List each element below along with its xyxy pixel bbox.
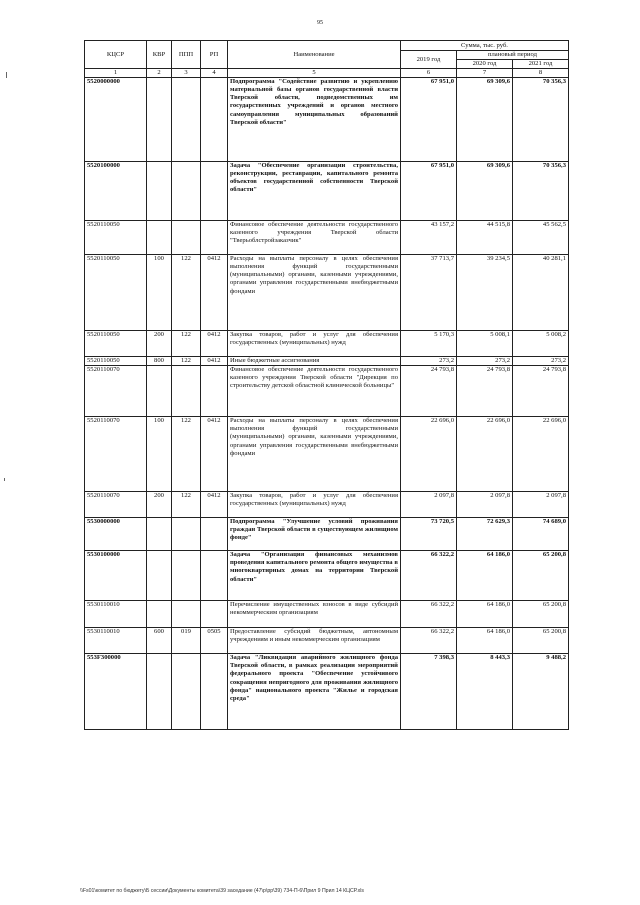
column-number-row [85, 69, 569, 78]
binding-mark-top [6, 72, 7, 78]
row-rp [201, 220, 228, 254]
row-ppp [172, 77, 201, 161]
row-ppp: 019 [172, 627, 201, 653]
budget-table [84, 40, 569, 730]
row-name: Финансовое обеспечение деятельности государственного казенного учреждения Тверской области "Тверьоблстройзаказчик" [228, 220, 401, 254]
row-kvr: 100 [147, 416, 172, 491]
row-code: 5520110070 [85, 491, 147, 517]
row-value-2019: 66 322,2 [401, 550, 457, 600]
column-number: 4 [201, 69, 228, 78]
row-value-2020: 72 629,3 [457, 517, 513, 550]
row-code: 5520110070 [85, 365, 147, 416]
row-rp: 0412 [201, 254, 228, 330]
header-rp: РП [201, 41, 228, 69]
row-value-2021: 70 356,3 [513, 77, 569, 161]
row-kvr: 600 [147, 627, 172, 653]
table-row [85, 416, 569, 491]
row-kvr [147, 653, 172, 729]
row-ppp [172, 365, 201, 416]
row-code: 5520000000 [85, 77, 147, 161]
row-ppp [172, 550, 201, 600]
row-rp [201, 600, 228, 627]
row-kvr [147, 600, 172, 627]
row-value-2021: 40 281,1 [513, 254, 569, 330]
row-code: 5520100000 [85, 161, 147, 220]
row-value-2020: 39 234,5 [457, 254, 513, 330]
row-value-2021: 74 689,0 [513, 517, 569, 550]
row-code: 5530100000 [85, 550, 147, 600]
row-code: 5520110070 [85, 416, 147, 491]
row-value-2019: 67 951,0 [401, 161, 457, 220]
row-ppp [172, 161, 201, 220]
header-planned-period: плановый период [457, 51, 569, 60]
row-value-2021: 65 200,8 [513, 627, 569, 653]
row-kvr [147, 517, 172, 550]
row-code: 5530000000 [85, 517, 147, 550]
row-rp [201, 365, 228, 416]
row-value-2019: 73 720,5 [401, 517, 457, 550]
row-name: Закупка товаров, работ и услуг для обеспечения государственных (муниципальных) нужд [228, 491, 401, 517]
column-number: 1 [85, 69, 147, 78]
row-value-2020: 273,2 [457, 356, 513, 365]
row-value-2021: 2 097,8 [513, 491, 569, 517]
table-row [85, 161, 569, 220]
row-name: Закупка товаров, работ и услуг для обеспечения государственных (муниципальных) нужд [228, 330, 401, 356]
row-kvr [147, 161, 172, 220]
row-ppp [172, 220, 201, 254]
row-value-2020: 44 515,8 [457, 220, 513, 254]
header-code: КЦСР [85, 41, 147, 69]
row-value-2019: 66 322,2 [401, 600, 457, 627]
row-ppp: 122 [172, 254, 201, 330]
header-2020: 2020 год [457, 60, 513, 69]
row-kvr: 800 [147, 356, 172, 365]
row-value-2019: 67 951,0 [401, 77, 457, 161]
row-value-2019: 66 322,2 [401, 627, 457, 653]
binding-mark-middle [4, 478, 5, 481]
column-number: 5 [228, 69, 401, 78]
row-value-2019: 43 157,2 [401, 220, 457, 254]
row-name: Задача "Обеспечение организации строительства, реконструкции, реставрации, капитального ремонта объектов государственной собственности Тверской области" [228, 161, 401, 220]
row-ppp [172, 600, 201, 627]
row-value-2020: 22 696,0 [457, 416, 513, 491]
row-value-2020: 69 309,6 [457, 77, 513, 161]
row-value-2019: 37 713,7 [401, 254, 457, 330]
header-kvr: КВР [147, 41, 172, 69]
row-value-2021: 24 793,8 [513, 365, 569, 416]
row-value-2021: 273,2 [513, 356, 569, 365]
row-value-2020: 8 443,3 [457, 653, 513, 729]
row-value-2020: 64 186,0 [457, 627, 513, 653]
row-rp [201, 653, 228, 729]
row-rp: 0412 [201, 356, 228, 365]
row-ppp: 122 [172, 356, 201, 365]
column-number: 3 [172, 69, 201, 78]
row-value-2020: 5 008,1 [457, 330, 513, 356]
row-ppp: 122 [172, 491, 201, 517]
row-kvr [147, 220, 172, 254]
column-number: 8 [513, 69, 569, 78]
row-rp [201, 517, 228, 550]
row-rp [201, 550, 228, 600]
row-value-2021: 5 008,2 [513, 330, 569, 356]
row-name: Расходы на выплаты персоналу в целях обеспечения выполнения функций государственными (муниципальными) органами, казенными учреждениями, органами управления государственными внебюджетными фондами [228, 416, 401, 491]
row-code: 5520110050 [85, 356, 147, 365]
row-value-2021: 22 696,0 [513, 416, 569, 491]
row-value-2020: 24 793,8 [457, 365, 513, 416]
row-name: Подпрограмма "Улучшение условий проживания граждан Тверской области в существующем жилищном фонде" [228, 517, 401, 550]
row-rp [201, 161, 228, 220]
row-code: 5520110050 [85, 254, 147, 330]
row-code: 5520110050 [85, 330, 147, 356]
row-ppp [172, 653, 201, 729]
header-ppp: ППП [172, 41, 201, 69]
table-row [85, 550, 569, 600]
row-value-2019: 5 170,3 [401, 330, 457, 356]
row-value-2021: 9 488,2 [513, 653, 569, 729]
table-row [85, 220, 569, 254]
row-value-2020: 64 186,0 [457, 600, 513, 627]
row-value-2019: 22 696,0 [401, 416, 457, 491]
table-body [85, 77, 569, 729]
row-name: Подпрограмма "Содействие развитию и укреплению материальной базы органов государственной власти Тверской области, подведомственных им государственных учреждений и органов местного самоуправления муниципальных образований Тверской области" [228, 77, 401, 161]
header-sum: Сумма, тыс. руб. [401, 41, 569, 51]
table-row [85, 330, 569, 356]
column-number: 2 [147, 69, 172, 78]
row-name: Расходы на выплаты персоналу в целях обеспечения выполнения функций государственными (муниципальными) органами, казенными учреждениями, органами управления государственными внебюджетными фондами [228, 254, 401, 330]
column-number: 7 [457, 69, 513, 78]
row-value-2021: 45 562,5 [513, 220, 569, 254]
table-row [85, 365, 569, 416]
row-rp: 0412 [201, 416, 228, 491]
row-rp [201, 77, 228, 161]
row-value-2019: 273,2 [401, 356, 457, 365]
row-code: 5520110050 [85, 220, 147, 254]
table-row [85, 491, 569, 517]
row-name: Задача "Организация финансовых механизмов проведения капитального ремонта общего имущества в многоквартирных домах на территории Тверской области" [228, 550, 401, 600]
row-ppp [172, 517, 201, 550]
row-ppp: 122 [172, 416, 201, 491]
row-kvr [147, 365, 172, 416]
row-name: Задача "Ликвидация аварийного жилищного фонда Тверской области, в рамках реализации мероприятий федерального проекта "Обеспечение устойчивого сокращения непригодного для проживания жилищного фонда" национального проекта "Жилье и городская среда" [228, 653, 401, 729]
table-row [85, 653, 569, 729]
row-code: 553F300000 [85, 653, 147, 729]
row-name: Финансовое обеспечение деятельности государственного казенного учреждения Тверской области "Дирекция по строительству детской областной клинической больницы" [228, 365, 401, 416]
row-value-2021: 65 200,8 [513, 600, 569, 627]
row-value-2019: 2 097,8 [401, 491, 457, 517]
row-value-2019: 7 398,3 [401, 653, 457, 729]
table-row [85, 356, 569, 365]
column-number: 6 [401, 69, 457, 78]
row-rp: 0412 [201, 330, 228, 356]
row-value-2021: 65 200,8 [513, 550, 569, 600]
table-row [85, 627, 569, 653]
row-ppp: 122 [172, 330, 201, 356]
table-row [85, 517, 569, 550]
header-name: Наименование [228, 41, 401, 69]
table-row [85, 600, 569, 627]
row-code: 5530110010 [85, 627, 147, 653]
footer-file-path: \\Fs01\комитет по бюджету\Б сессии\Документы комитета\39 заседание (47\р\рр\39) 734-П-6\Прил 9 Прил 14 КЦСР.xls [80, 888, 365, 894]
page-number: 95 [317, 20, 323, 26]
header-2019: 2019 год [401, 51, 457, 69]
row-value-2019: 24 793,8 [401, 365, 457, 416]
row-code: 5530110010 [85, 600, 147, 627]
row-rp: 0412 [201, 491, 228, 517]
row-value-2020: 69 309,6 [457, 161, 513, 220]
row-rp: 0505 [201, 627, 228, 653]
row-kvr [147, 77, 172, 161]
row-value-2021: 70 356,3 [513, 161, 569, 220]
table-row [85, 77, 569, 161]
row-kvr: 200 [147, 491, 172, 517]
row-value-2020: 2 097,8 [457, 491, 513, 517]
row-name: Иные бюджетные ассигнования [228, 356, 401, 365]
row-name: Перечисление имущественных взносов в виде субсидий некоммерческим организациям [228, 600, 401, 627]
table-row [85, 254, 569, 330]
row-name: Предоставление субсидий бюджетным, автономным учреждениям и иным некоммерческим организациям [228, 627, 401, 653]
row-kvr [147, 550, 172, 600]
row-kvr: 100 [147, 254, 172, 330]
row-value-2020: 64 186,0 [457, 550, 513, 600]
row-kvr: 200 [147, 330, 172, 356]
header-2021: 2021 год [513, 60, 569, 69]
